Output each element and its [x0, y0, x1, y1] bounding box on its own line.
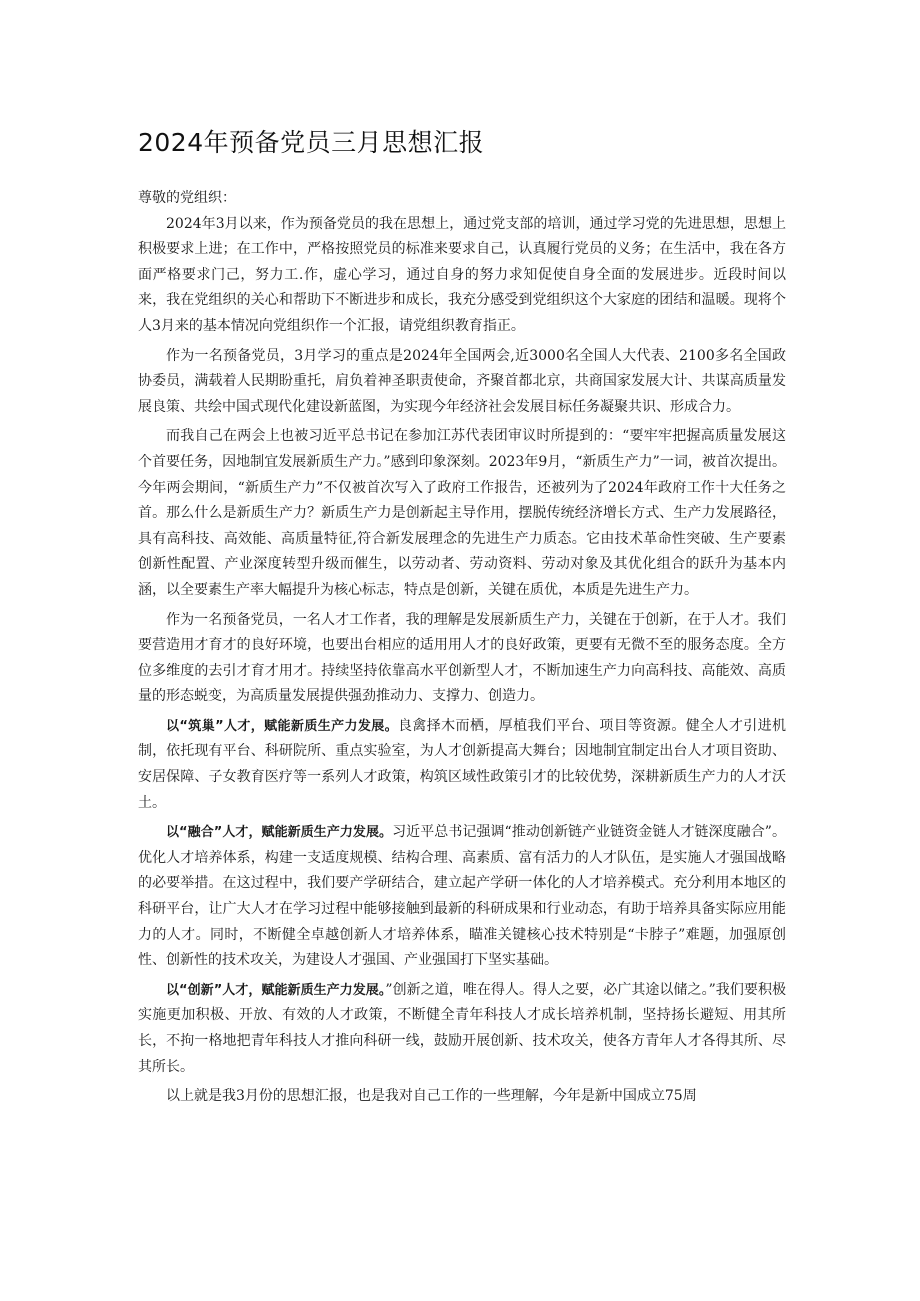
- paragraph-text: 2024年3月以来，作为预备党员的我在思想上，通过党支部的培训，通过学习党的先进思想，思想上积极要求上进；在工作中，严格按照党员的标准来要求自己，认真履行党员的义务；在生活中，我在各方面严格要求门己，努力工.作，虚心学习，通过自身的努力求知促使自身全面的发展进步。近段时间以来，我在党组织的关心和帮助下不断进步和成长，我充分感受到党组织这个大家庭的团结和温暖。现将个人3月来的基本情况向党组织作一个汇报，请党组织教育指正。: [138, 215, 786, 334]
- paragraph-text: 良禽择木而栖，厚植我们平台、项目等资源。健全人才引进机制，依托现有平台、科研院所、重点实验室，为人才创新提高大舞台；因地制宜制定出台人才项目资助、安居保障、子女教育医疗等一系列人才政策，构筑区域性政策引才的比较优势，深耕新质生产力的人才沃土。: [138, 717, 787, 811]
- paragraph-lead: 以“筑巢”人才，赋能新质生产力发展。: [166, 718, 399, 734]
- paragraph: [138, 820, 786, 974]
- paragraph: [138, 1084, 786, 1110]
- paragraph-text: 以上就是我3月份的思想汇报，也是我对自己工作的一些理解，今年是新中国成立75周: [166, 1088, 697, 1105]
- paragraph: [138, 344, 786, 421]
- document-title: 2024年预备党员三月思想汇报: [138, 128, 485, 157]
- paragraph-lead: 以“融合”人才，赋能新质生产力发展。: [166, 825, 393, 841]
- paragraph-text: ”创新之道，唯在得人。得人之要，必广其途以储之。”我们要积极实施更加积极、开放、有效的人才政策，不断健全青年科技人才成长培养机制，坚持扬长避短、用其所长，不拘一格地把青年科技人才推向科研一线，鼓励开展创新、技术攻关，使各方青年人才各得其所、尽其所长。: [138, 981, 786, 1075]
- paragraph-text: 作为一名预备党员，一名人才工作者，我的理解是发展新质生产力，关键在于创新，在于人才。我们要营造用才育才的良好环境，也要出台相应的适用用人才的良好政策，更要有无微不至的服务态度。全方位多维度的去引才育才用才。持续坚持依靠高水平创新型人才，不断加速生产力向高科技、高能效、高质量的形态蜕变，为高质量发展提供强劲推动力、支撑力、创造力。: [138, 611, 786, 705]
- paragraph-text: 习近平总书记强调“推动创新链产业链资金链人才链深度融合”。优化人才培养体系，构建一支适度规模、结构合理、高素质、富有活力的人才队伍，是实施人才强国战略的必要举措。在这过程中，我们要产学研结合，建立起产学研一体化的人才培养模式。充分利用本地区的科研平台，让广大人才在学习过程中能够接触到最新的科研成果和行业动态，有助于培养具备实际应用能力的人才。同时，不断健全卓越创新人才培养体系，瞄准关键核心技术特别是“卡脖子”难题，加强原创性、创新性的技术攻关，为建设人才强国、产业强国打下坚实基础。: [138, 824, 786, 969]
- paragraph-text: 作为一名预备党员，3月学习的重点是2024年全国两会,近3000名全国人大代表、2100多名全国政协委员，满载着人民期盼重托，肩负着神圣职责使命，齐聚首都北京，共商国家发展大计、共谋高质量发展良策、共绘中国式现代化建设新蓝图，为实现今年经济社会发展目标任务凝聚共识、形成合力。: [138, 347, 786, 415]
- paragraph: [138, 978, 786, 1080]
- paragraph-text: 而我自己在两会上也被习近平总书记在参加江苏代表团审议时所提到的：“要牢牢把握高质量发展这个首要任务，因地制宜发展新质生产力。”感到印象深刻。2023年9月，“新质生产力”一词，被首次提出。今年两会期间，“新质生产力”不仅被首次写入了政府工作报告，还被列为了2024年政府工作十大任务之首。那么什么是新质生产力？新质生产力是创新起主导作用，摆脱传统经济增长方式、生产力发展路径，具有高科技、高效能、高质量特征,符合新发展理念的先进生产力质态。它由技术革命性突破、生产要素创新性配置、产业深度转型升级而催生，以劳动者、劳动资料、劳动对象及其优化组合的跃升为基本内涵，以全要素生产率大幅提升为核心标志，特点是创新，关键在质优，本质是先进生产力。: [138, 428, 786, 598]
- paragraph: [138, 714, 786, 816]
- document-body: [138, 124, 786, 1114]
- paragraph: [138, 212, 786, 340]
- salutation: 尊敬的党组织：: [138, 190, 236, 206]
- paragraph-lead: 以“创新”人才，赋能新质生产力发展。: [166, 982, 386, 998]
- paragraph: [138, 424, 786, 603]
- paragraph: [138, 608, 786, 710]
